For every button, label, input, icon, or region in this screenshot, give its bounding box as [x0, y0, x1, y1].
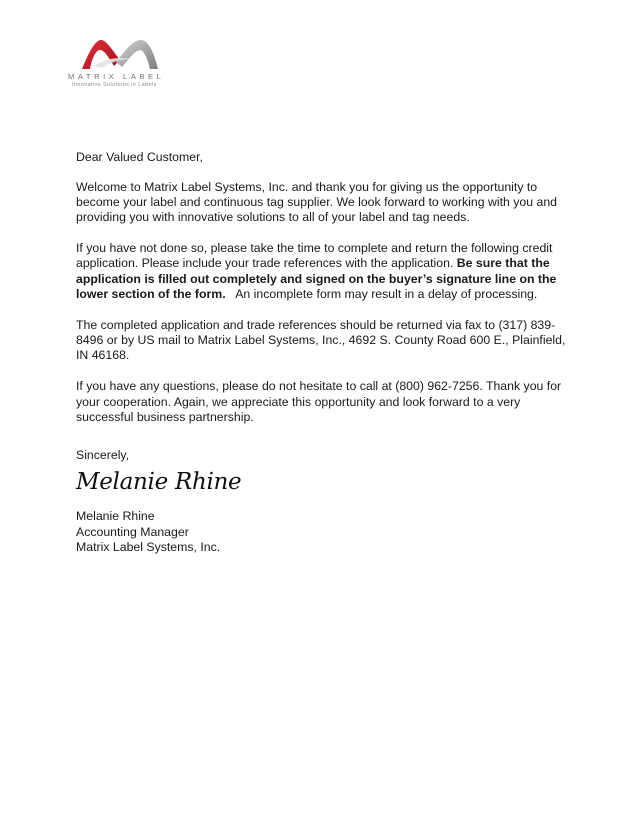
paragraph-application [76, 241, 576, 302]
matrix-logo-icon [80, 36, 162, 72]
paragraph-application-start: If you have not done so, please take the time to complete and return the following credit application. Please include your trade references with the application. [76, 241, 553, 271]
sender-company: Matrix Label Systems, Inc. [76, 540, 221, 555]
signature-block [76, 509, 576, 555]
closing: Sincerely, [76, 448, 130, 463]
paragraph-welcome: Welcome to Matrix Label Systems, Inc. and thank you for giving us the opportunity to become your label and continuous tag supplier. We look forward to working with you and providing you with innovative solutions to all of your label and tag needs. [76, 179, 557, 225]
salutation: Dear Valued Customer, [76, 150, 203, 164]
letter-body [76, 150, 576, 555]
sender-title: Accounting Manager [76, 524, 189, 539]
paragraph-application-bold: Be sure that the application is filled out completely and signed on the buyer’s signature line on the lower section of the form. [76, 256, 557, 302]
paragraph-questions: If you have any questions, please do not hesitate to call at (800) 962-7256. Thank you for your cooperation. Again, we appreciate this opportunity and look forward to a very successful business partnership. [76, 379, 562, 424]
company-logo [68, 36, 178, 92]
logo-tagline: Innovative Solutions in Labels [72, 82, 157, 88]
paragraph-return: The completed application and trade references should be returned via fax to (317) 839-8496 or by US mail to Matrix Label Systems, Inc., 4692 S. County Road 600 E., Plainfield, IN 46168. [76, 317, 566, 363]
paragraph-application-end: An incomplete form may result in a delay of processing. [225, 287, 538, 302]
handwritten-signature: Melanie Rhine [76, 469, 242, 496]
sender-name: Melanie Rhine [76, 509, 155, 524]
logo-name: MATRIX LABEL [68, 72, 165, 81]
